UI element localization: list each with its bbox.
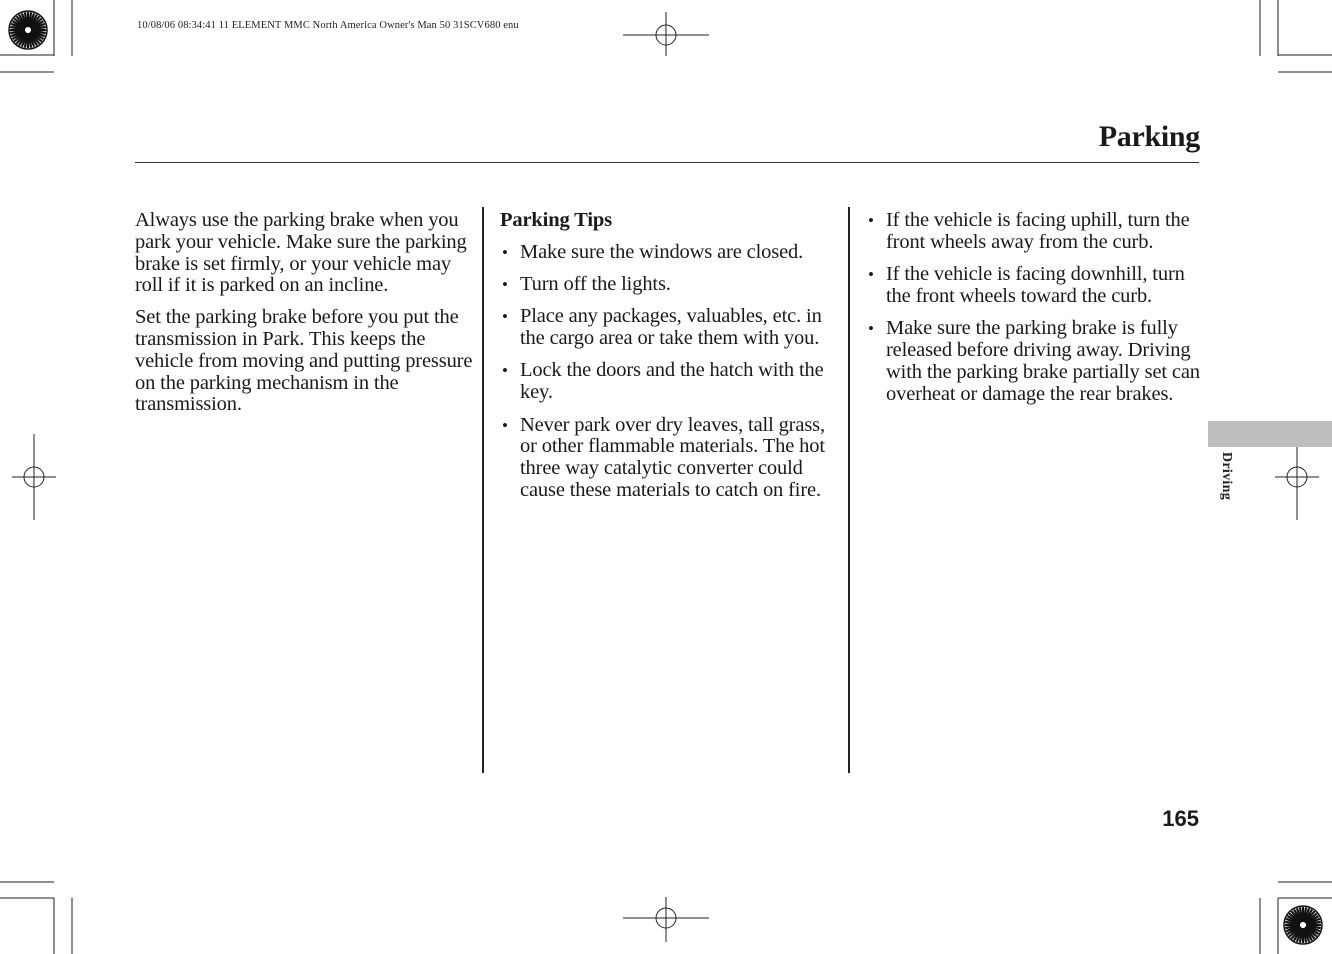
registration-mark-icon-bottom [623,897,709,942]
registration-mark-icon-top [623,12,709,56]
middle-column [500,210,840,512]
page-title: Parking [1098,120,1200,153]
print-info-line: 10/08/06 08:34:41 11 ELEMENT MMC North America Owner's Man 50 31SCV680 enu [137,20,519,31]
section-heading: Parking Tips [500,209,612,231]
list-item: • If the vehicle is facing uphill, turn the front wheels away from the curb. [866,210,1201,254]
left-column [135,210,475,426]
right-column [866,210,1201,416]
list-item: • Never park over dry leaves, tall grass, or other flammable materials. The hot three way catalytic converter could cause these materials to catch on fire. [500,415,840,502]
crop-marks-top-right [1260,0,1332,72]
list-item: • Lock the doors and the hatch with the key. [500,360,840,404]
list-item: • If the vehicle is facing downhill, turn the front wheels toward the curb. [866,264,1201,308]
title-rule [135,162,1199,163]
paragraph: Set the parking brake before you put the transmission in Park. This keeps the vehicle from moving and putting pressure on the parking mechanism in the transmission. [135,306,473,416]
section-tab-label: Driving [1219,452,1234,500]
list-item: • Turn off the lights. [500,274,840,296]
tips-list-continued [866,210,1201,405]
list-item: • Make sure the parking brake is fully released before driving away. Driving with the parking brake partially set can overheat or damage the rear brakes. [866,318,1201,405]
tips-list [500,242,840,502]
starburst-icon-bottom-right [1284,906,1322,944]
starburst-icon-top-left [9,11,47,49]
column-divider [482,207,484,773]
registration-mark-icon-left [12,434,56,520]
section-tab-bar [1208,421,1332,447]
paragraph: Always use the parking brake when you park your vehicle. Make sure the parking brake is set firmly, or your vehicle may roll if it is parked on an incline. [135,209,467,297]
column-divider [848,207,850,773]
crop-marks-bottom-left [0,882,72,954]
page-number: 165 [1162,806,1199,831]
list-item: • Place any packages, valuables, etc. in the cargo area or take them with you. [500,306,840,350]
list-item: • Make sure the windows are closed. [500,242,840,264]
